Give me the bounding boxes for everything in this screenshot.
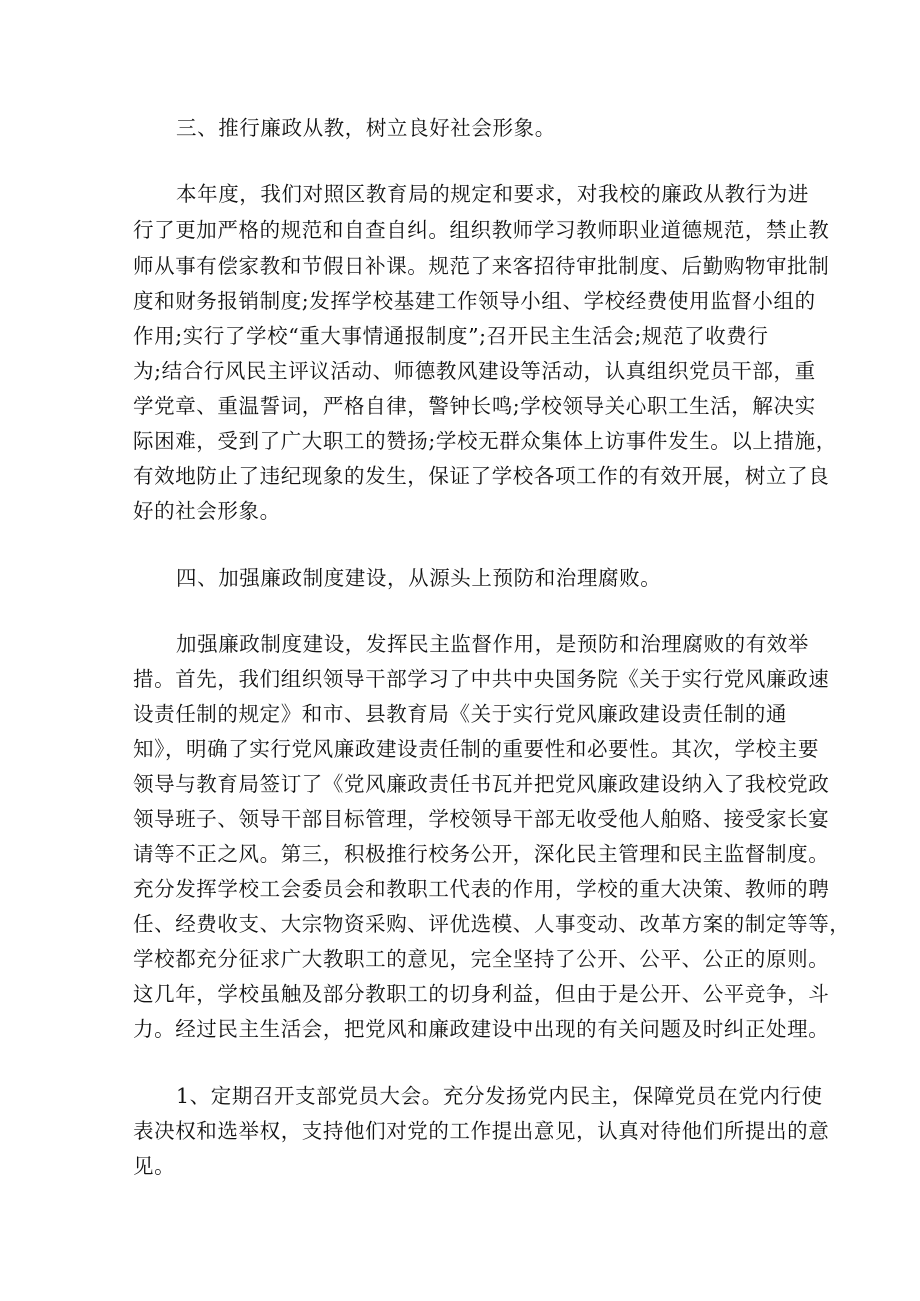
paragraph-line: 有效地防止了违纪现象的发生，保证了学校各项工作的有效开展，树立了良 [133, 464, 830, 488]
paragraph-line: 学校都充分征求广大教职工的意见，完全坚持了公开、公平、公正的原则。 [133, 947, 830, 971]
paragraph-line: 作用;实行了学校“重大事情通报制度”;召开民主生活会;规范了收费行 [133, 324, 769, 348]
paragraph-line: 表决权和选举权，支持他们对党的工作提出意见，认真对待他们所提出的意 [133, 1119, 830, 1143]
paragraph-line: 师从事有偿家教和节假日补课。规范了来客招待审批制度、后勤购物审批制 [133, 254, 830, 278]
paragraph-line: 任、经费收支、大宗物资采购、评优选模、人事变动、改革方案的制定等等， [133, 912, 851, 936]
paragraph-line: 知》，明确了实行党风廉政建设责任制的重要性和必要性。其次，学校主要 [133, 737, 820, 761]
paragraph-line: 设责任制的规定》和市、县教育局《关于实行党风廉政建设责任制的通 [133, 702, 788, 726]
paragraph-line: 本年度，我们对照区教育局的规定和要求，对我校的廉政从教行为进 [176, 182, 809, 206]
section-3-heading: 三、推行廉政从教，树立良好社会形象。 [176, 116, 556, 140]
paragraph-line: 好的社会形象。 [133, 499, 281, 523]
paragraph-line: 措。首先，我们组织领导干部学习了中共中央国务院《关于实行党风廉政速 [133, 667, 830, 691]
paragraph-line: 见。 [133, 1154, 176, 1178]
paragraph-line: 充分发挥学校工会委员会和教职工代表的作用，学校的重大决策、教师的聘 [133, 877, 830, 901]
paragraph-line: 行了更加严格的规范和自查自纠。组织教师学习教师职业道德规范，禁止教 [133, 218, 830, 242]
paragraph-line: 力。经过民主生活会，把党风和廉政建设中出现的有关问题及时纠正处理。 [133, 1017, 830, 1041]
paragraph-line: 领导班子、领导干部目标管理，学校领导干部无收受他人舶赂、接受家长宴 [133, 807, 830, 831]
paragraph-line: 度和财务报销制度;发挥学校基建工作领导小组、学校经费使用监督小组的 [133, 289, 816, 313]
paragraph-line: 际困难，受到了广大职工的赞扬;学校无群众集体上访事件发生。以上措施， [133, 429, 837, 453]
paragraph-line: 学党章、重温誓词，严格自律，警钟长鸣;学校领导关心职工生活，解决实 [133, 394, 816, 418]
paragraph-line: 1、定期召开支部党员大会。充分发扬党内民主，保障党员在党内行使 [176, 1084, 823, 1108]
paragraph-line: 领导与教育局签订了《党风廉政责任书瓦并把党风廉政建设纳入了我校党政 [133, 772, 830, 796]
paragraph-line: 为;结合行风民主评议活动、师德教风建设等活动，认真组织党员干部，重 [133, 359, 816, 383]
paragraph-line: 加强廉政制度建设，发挥民主监督作用，是预防和治理腐败的有效举 [176, 632, 809, 656]
paragraph-line: 这几年，学校虽触及部分教职工的切身利益，但由于是公开、公平竞争，斗 [133, 982, 830, 1006]
section-4-heading: 四、加强廉政制度建设，从源头上预防和治理腐败。 [176, 566, 662, 590]
paragraph-line: 请等不正之风。第三，积极推行校务公开，深化民主管理和民主监督制度。 [133, 842, 830, 866]
